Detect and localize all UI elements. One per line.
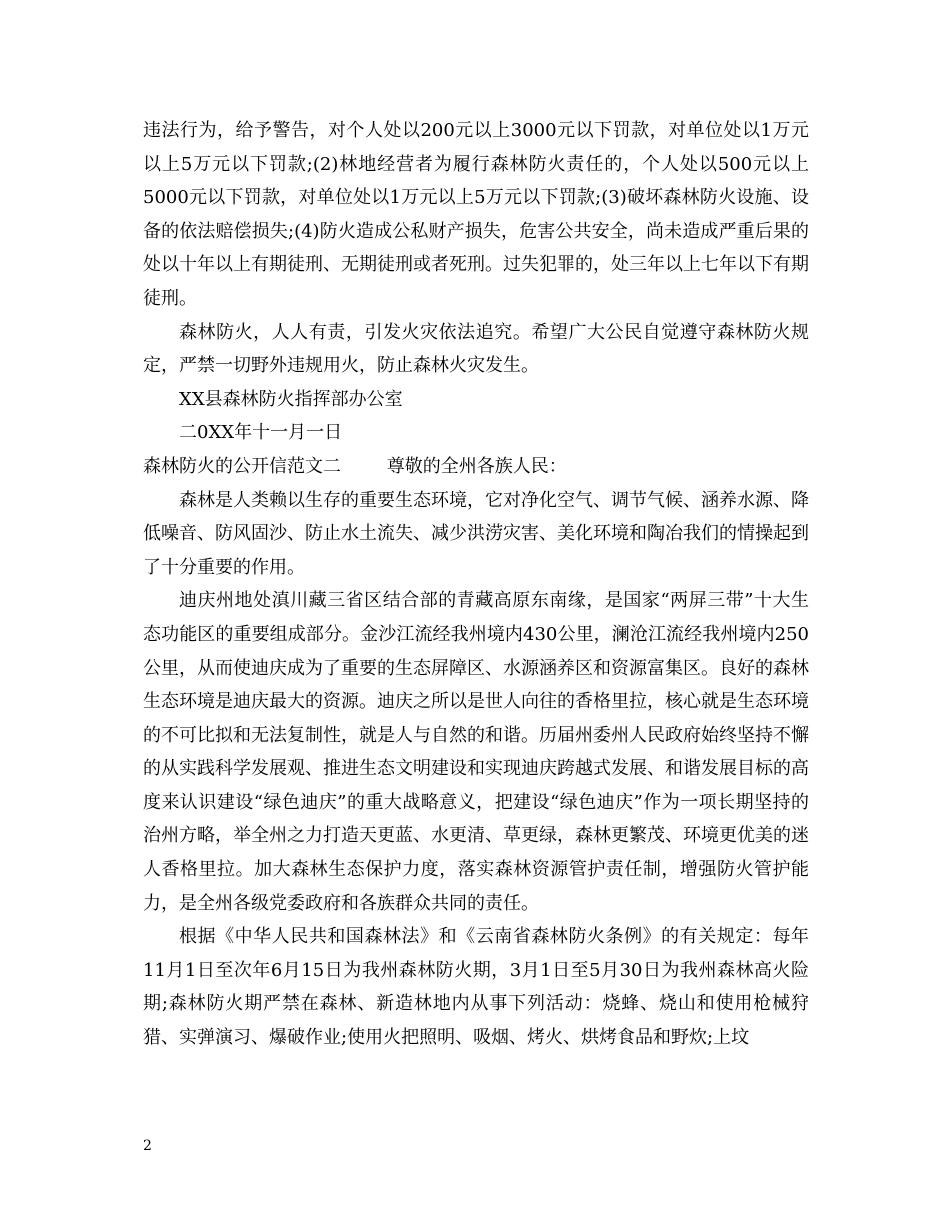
paragraph-diqing-ecology: 迪庆州地处滇川藏三省区结合部的青藏高原东南缘，是国家“两屏三带”十大生态功能区的重要组成部分。金沙江流经我州境内430公里，澜沧江流经我州境内250公里，从而使迪庆成为了重要的生态屏障区、水源涵养区和资源富集区。良好的森林生态环境是迪庆最大的资源。迪庆之所以是世人向往的香格里拉，核心就是生态环境的不可比拟和无法复制性，就是人与自然的和谐。历届州委州人民政府始终坚持不懈的从实践科学发展观、推进生态文明建设和实现迪庆跨越式发展、和谐发展目标的高度来认识建设“绿色迪庆”的重大战略意义，把建设“绿色迪庆”作为一项长期坚持的治州方略，举全州之力打造天更蓝、水更清、草更绿，森林更繁茂、环境更优美的迷人香格里拉。加大森林生态保护力度，落实森林资源管护责任制，增强防火管护能力，是全州各级党委政府和各族群众共同的责任。 — [143, 590, 809, 914]
paragraph-forest-importance: 森林是人类赖以生存的重要生态环境，它对净化空气、调节气候、涵养水源、降低噪音、防风固沙、防止水土流失、减少洪涝灾害、美化环境和陶冶我们的情操起到了十分重要的作用。 — [143, 489, 809, 578]
page-number: 2 — [143, 1138, 152, 1154]
paragraph-penalties: 违法行为，给予警告，对个人处以200元以上3000元以下罚款，对单位处以1万元以上5万元以下罚款;(2)林地经营者为履行森林防火责任的，个人处以500元以上5000元以下罚款，对单位处以1万元以上5万元以下罚款;(3)破坏森林防火设施、设备的依法赔偿损失;(4)防火造成公私财产损失，危害公共安全，尚未造成严重后果的处以十年以上有期徒刑、无期徒刑或者死刑。过失犯罪的，处三年以上七年以下有期徒刑。 — [143, 120, 809, 309]
signature-office: XX县森林防火指挥部办公室 — [179, 388, 403, 410]
signature-date: 二0XX年十一月一日 — [179, 422, 343, 444]
document-body — [143, 114, 809, 1055]
paragraph-appeal: 森林防火，人人有责，引发火灾依法追究。希望广大公民自觉遵守森林防火规定，严禁一切野外违规用火，防止森林火灾发生。 — [143, 321, 809, 377]
section-heading-letter-two: 森林防火的公开信范文二 尊敬的全州各族人民： — [143, 455, 567, 477]
paragraph-regulations: 根据《中华人民共和国森林法》和《云南省森林防火条例》的有关规定：每年11月1日至次年6月15日为我州森林防火期，3月1日至5月30日为我州森林高火险期;森林防火期严禁在森林、新造林地内从事下列活动：烧蜂、烧山和使用枪械狩猎、实弹演习、爆破作业;使用火把照明、吸烟、烤火、烘烤食品和野炊;上坟 — [143, 926, 809, 1049]
